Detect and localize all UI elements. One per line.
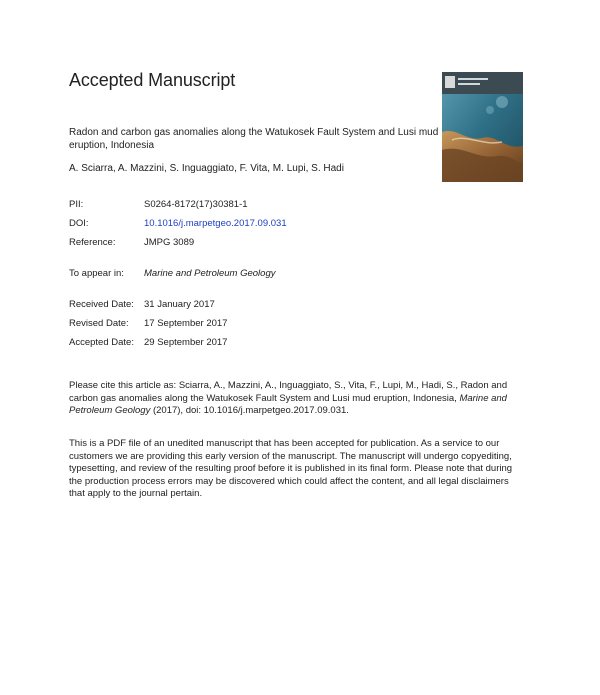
article-authors: A. Sciarra, A. Mazzini, S. Inguaggiato, F. Vita, M. Lupi, S. Hadi xyxy=(69,163,344,174)
citation-paragraph xyxy=(69,380,527,418)
journal-label: To appear in: xyxy=(69,268,124,279)
doi-link[interactable]: 10.1016/j.marpetgeo.2017.09.031 xyxy=(144,218,287,229)
citation-prefix: Please cite this article as: Sciarra, A., Mazzini, A., Inguaggiato, S., Vita, F., Lupi, M., Hadi, S., Radon and carbon gas anomalies along the Watukosek Fault System and Lusi mud eruption, Indonesia, xyxy=(69,380,508,404)
disclaimer-paragraph: This is a PDF file of an unedited manuscript that has been accepted for publication. As a service to our customers we are providing this early version of the manuscript. The manuscript will undergo copyediting, typesetting, and review of the resulting proof before it is published in its final form. Please note that during the production process errors may be discovered which could affect the content, and all legal disclaimers that apply to the journal pertain. xyxy=(69,438,513,499)
citation-journal: Marine and Petroleum Geology xyxy=(69,392,507,416)
journal-cover-image xyxy=(442,72,523,182)
accepted-date-label: Accepted Date: xyxy=(69,337,134,348)
citation-suffix: (2017), doi: 10.1016/j.marpetgeo.2017.09.031. xyxy=(150,405,349,416)
accepted-date-value: 29 September 2017 xyxy=(144,337,228,348)
revised-date-value: 17 September 2017 xyxy=(144,318,228,329)
doi-label: DOI: xyxy=(69,218,89,229)
page-heading: Accepted Manuscript xyxy=(69,70,236,90)
reference-label: Reference: xyxy=(69,237,116,248)
received-date-label: Received Date: xyxy=(69,299,134,310)
journal-cover-art xyxy=(442,72,523,182)
article-title: Radon and carbon gas anomalies along the Watukosek Fault System and Lusi mud eruption, Indonesia xyxy=(69,127,439,151)
journal-name: Marine and Petroleum Geology xyxy=(144,268,276,279)
revised-date-label: Revised Date: xyxy=(69,318,129,329)
received-date-value: 31 January 2017 xyxy=(144,299,215,310)
reference-value: JMPG 3089 xyxy=(144,237,195,248)
pii-label: PII: xyxy=(69,199,84,210)
pii-value: S0264-8172(17)30381-1 xyxy=(144,199,248,210)
